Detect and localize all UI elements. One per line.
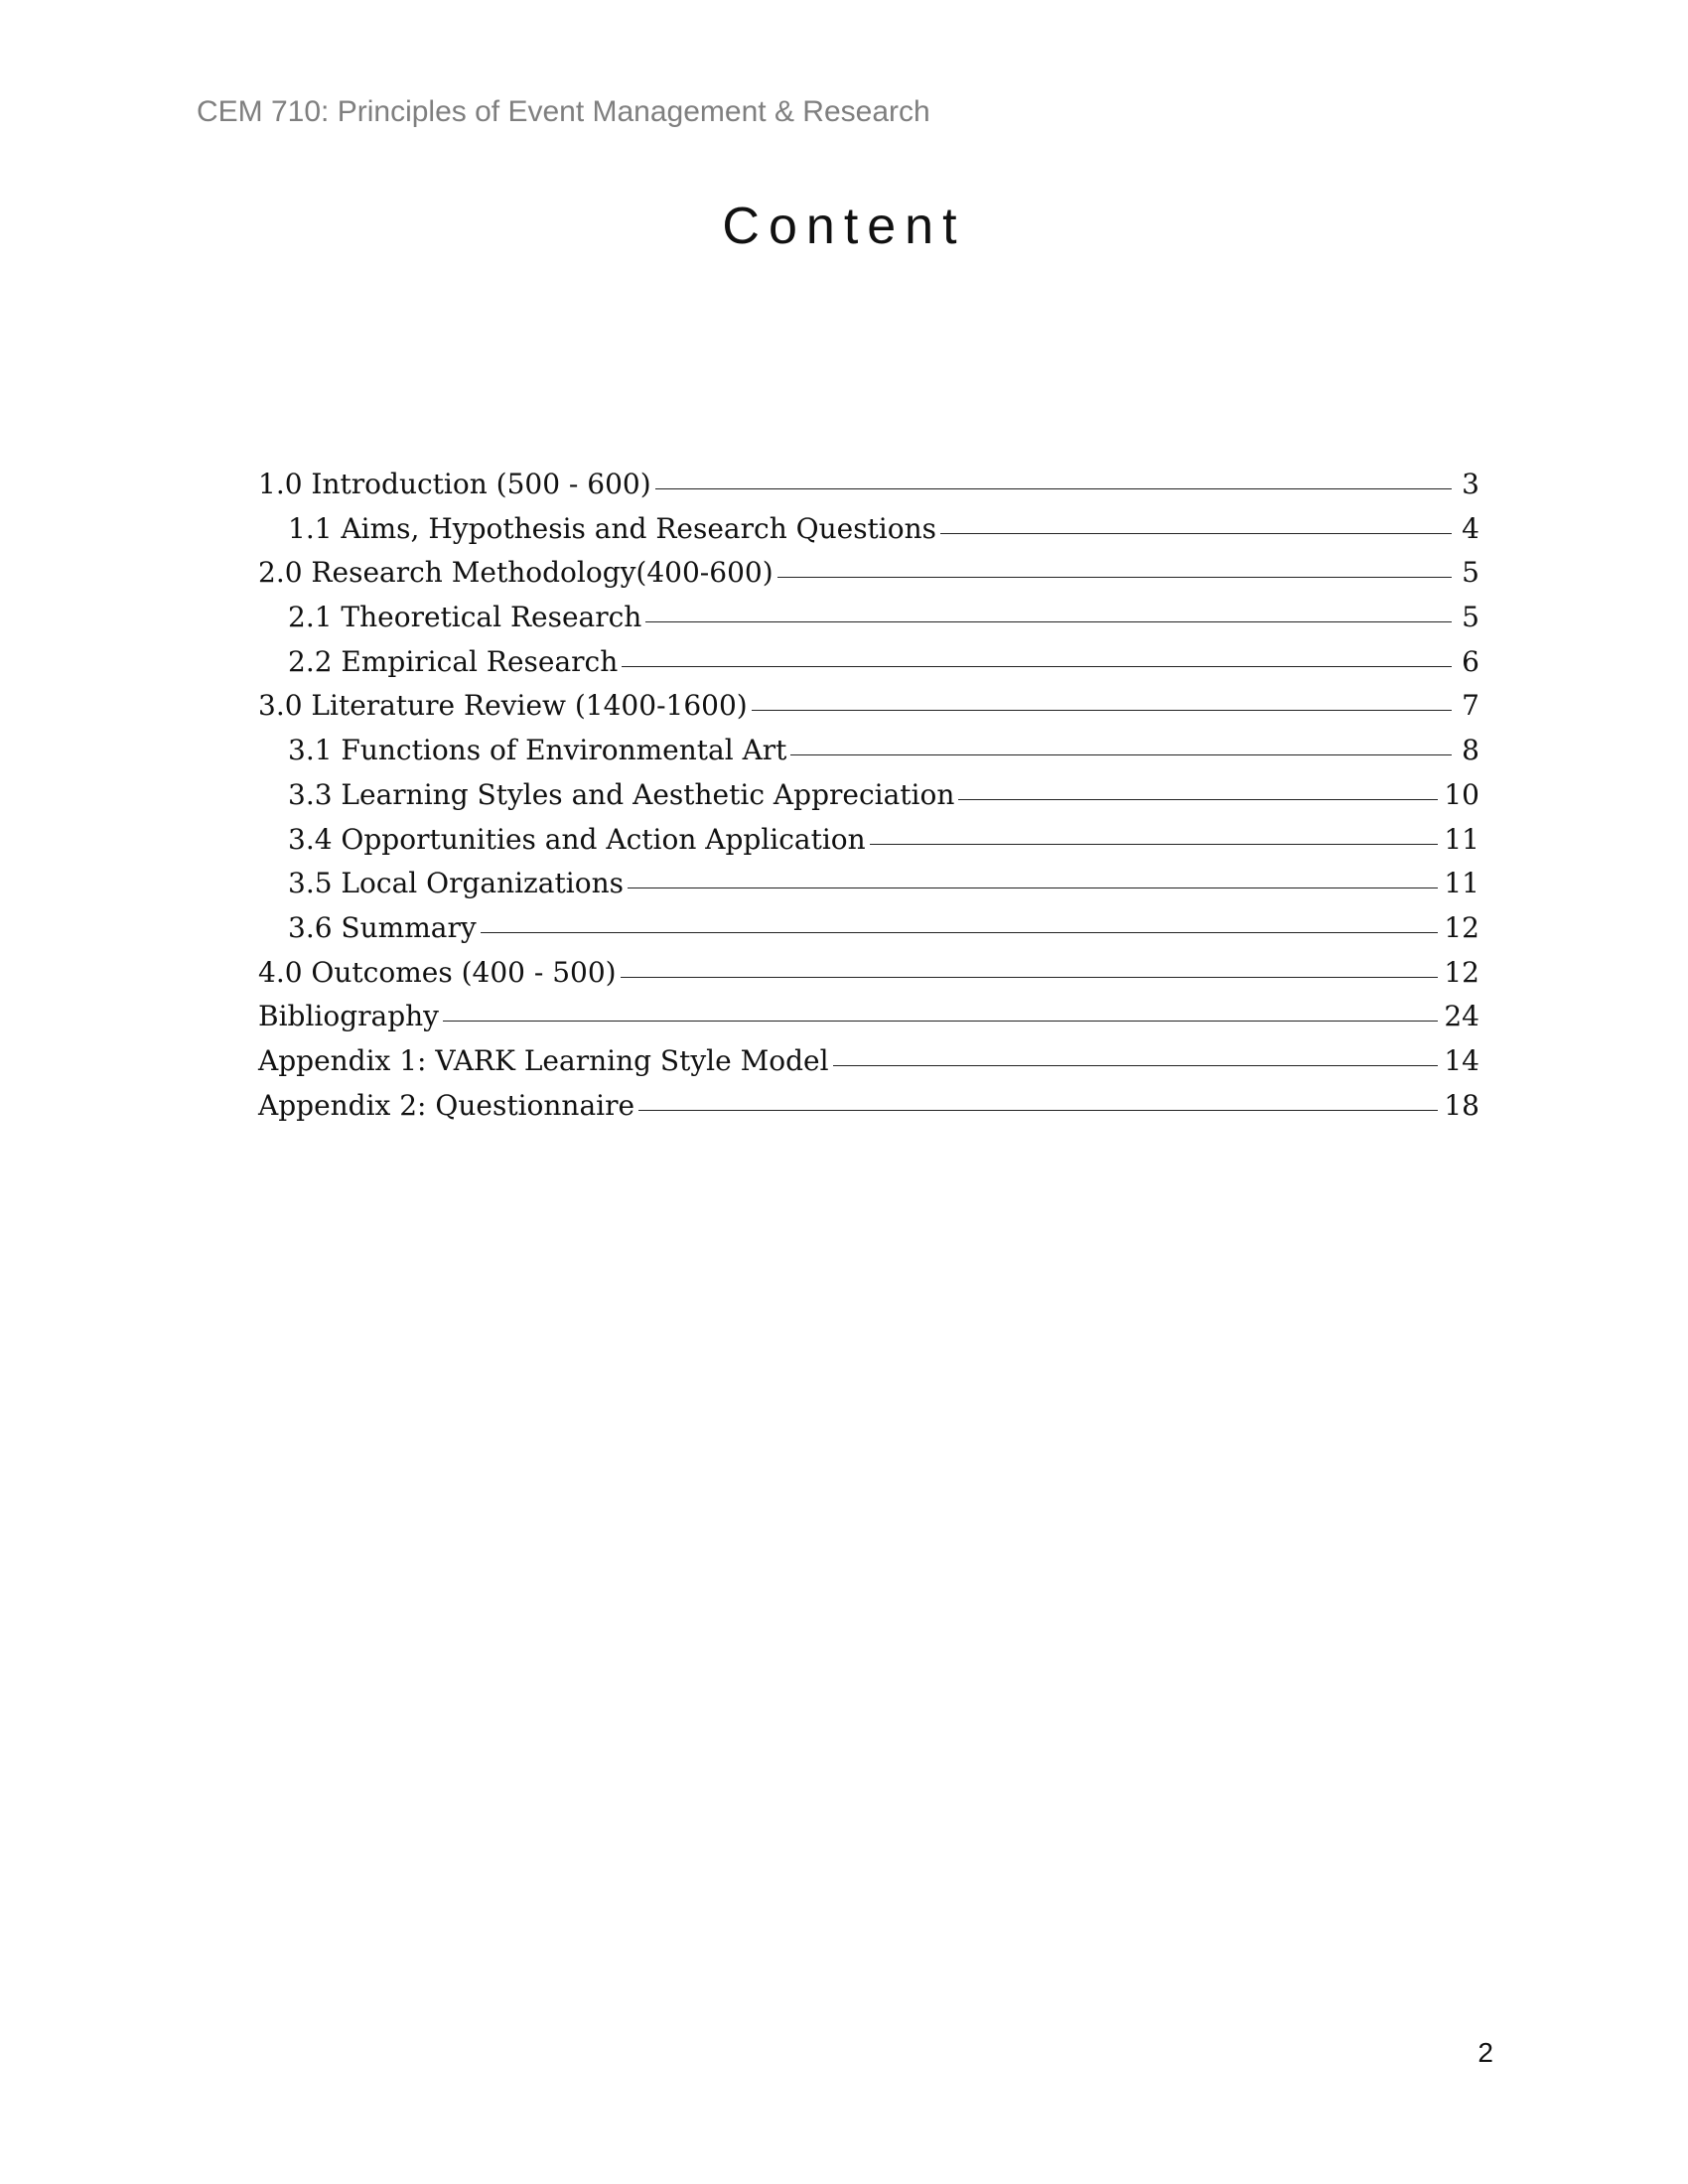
toc-entry-page: 11 — [1444, 867, 1479, 900]
toc-entry-page: 6 — [1462, 644, 1479, 678]
toc-entry-page: 3 — [1462, 468, 1479, 500]
toc-entry[interactable] — [258, 862, 1479, 906]
toc-entry-label: 3.0 Literature Review (1400-1600) — [258, 689, 748, 723]
toc-dot-leader — [645, 621, 1452, 622]
toc-entry-label: 1.1 Aims, Hypothesis and Research Questions — [288, 511, 937, 545]
toc-entry-page: 24 — [1444, 1000, 1479, 1033]
toc-entry[interactable] — [258, 995, 1479, 1039]
toc-entry-label: Appendix 1: VARK Learning Style Model — [258, 1043, 829, 1077]
toc-dot-leader — [655, 488, 1452, 489]
toc-entry-label: 2.1 Theoretical Research — [288, 601, 642, 634]
toc-entry[interactable] — [258, 640, 1479, 685]
toc-entry[interactable] — [258, 729, 1479, 773]
toc-entry-label: 3.3 Learning Styles and Aesthetic Appreciation — [288, 777, 955, 811]
toc-dot-leader — [621, 977, 1439, 978]
toc-entry-label: 3.4 Opportunities and Action Application — [288, 822, 866, 856]
toc-dot-leader — [958, 799, 1438, 800]
table-of-contents — [258, 463, 1479, 1128]
toc-entry[interactable] — [258, 1084, 1479, 1129]
running-header: CEM 710: Principles of Event Management & Research — [197, 95, 930, 128]
toc-dot-leader — [870, 844, 1439, 845]
toc-entry-page: 10 — [1444, 777, 1479, 811]
toc-entry-page: 11 — [1444, 822, 1479, 856]
toc-entry-page: 12 — [1444, 910, 1479, 944]
toc-entry[interactable] — [258, 507, 1479, 552]
toc-entry-label: 2.2 Empirical Research — [288, 644, 619, 678]
toc-entry-label: 4.0 Outcomes (400 - 500) — [258, 955, 617, 989]
toc-entry[interactable] — [258, 906, 1479, 951]
toc-entry[interactable] — [258, 463, 1479, 507]
toc-entry-label: Appendix 2: Questionnaire — [258, 1088, 635, 1122]
toc-dot-leader — [777, 577, 1452, 578]
toc-entry-label: 3.6 Summary — [288, 910, 477, 944]
toc-entry-label: 2.0 Research Methodology(400-600) — [258, 556, 774, 590]
toc-entry[interactable] — [258, 684, 1479, 729]
toc-entry-label: Bibliography — [258, 1000, 439, 1033]
toc-entry[interactable] — [258, 551, 1479, 596]
toc-dot-leader — [940, 533, 1452, 534]
toc-dot-leader — [481, 932, 1439, 933]
toc-entry-label: 1.0 Introduction (500 - 600) — [258, 468, 651, 500]
toc-entry-page: 8 — [1462, 734, 1479, 767]
page-number: 2 — [1477, 2037, 1493, 2068]
toc-entry-label: 3.5 Local Organizations — [288, 867, 624, 900]
toc-entry[interactable] — [258, 818, 1479, 863]
toc-entry[interactable] — [258, 773, 1479, 818]
toc-entry-page: 5 — [1462, 556, 1479, 590]
toc-entry[interactable] — [258, 1039, 1479, 1084]
toc-dot-leader — [443, 1021, 1438, 1022]
toc-dot-leader — [628, 887, 1438, 888]
toc-dot-leader — [622, 666, 1452, 667]
toc-entry-page: 7 — [1462, 689, 1479, 723]
toc-entry-page: 4 — [1462, 511, 1479, 545]
toc-dot-leader — [833, 1065, 1439, 1066]
toc-dot-leader — [752, 710, 1452, 711]
toc-dot-leader — [638, 1110, 1438, 1111]
toc-dot-leader — [790, 754, 1452, 755]
toc-entry-page: 14 — [1444, 1043, 1479, 1077]
toc-entry-page: 18 — [1444, 1088, 1479, 1122]
toc-entry-page: 5 — [1462, 601, 1479, 634]
toc-entry[interactable] — [258, 596, 1479, 640]
toc-entry-page: 12 — [1444, 955, 1479, 989]
toc-entry-label: 3.1 Functions of Environmental Art — [288, 734, 787, 767]
page-title: Content — [722, 198, 966, 255]
toc-entry[interactable] — [258, 951, 1479, 996]
